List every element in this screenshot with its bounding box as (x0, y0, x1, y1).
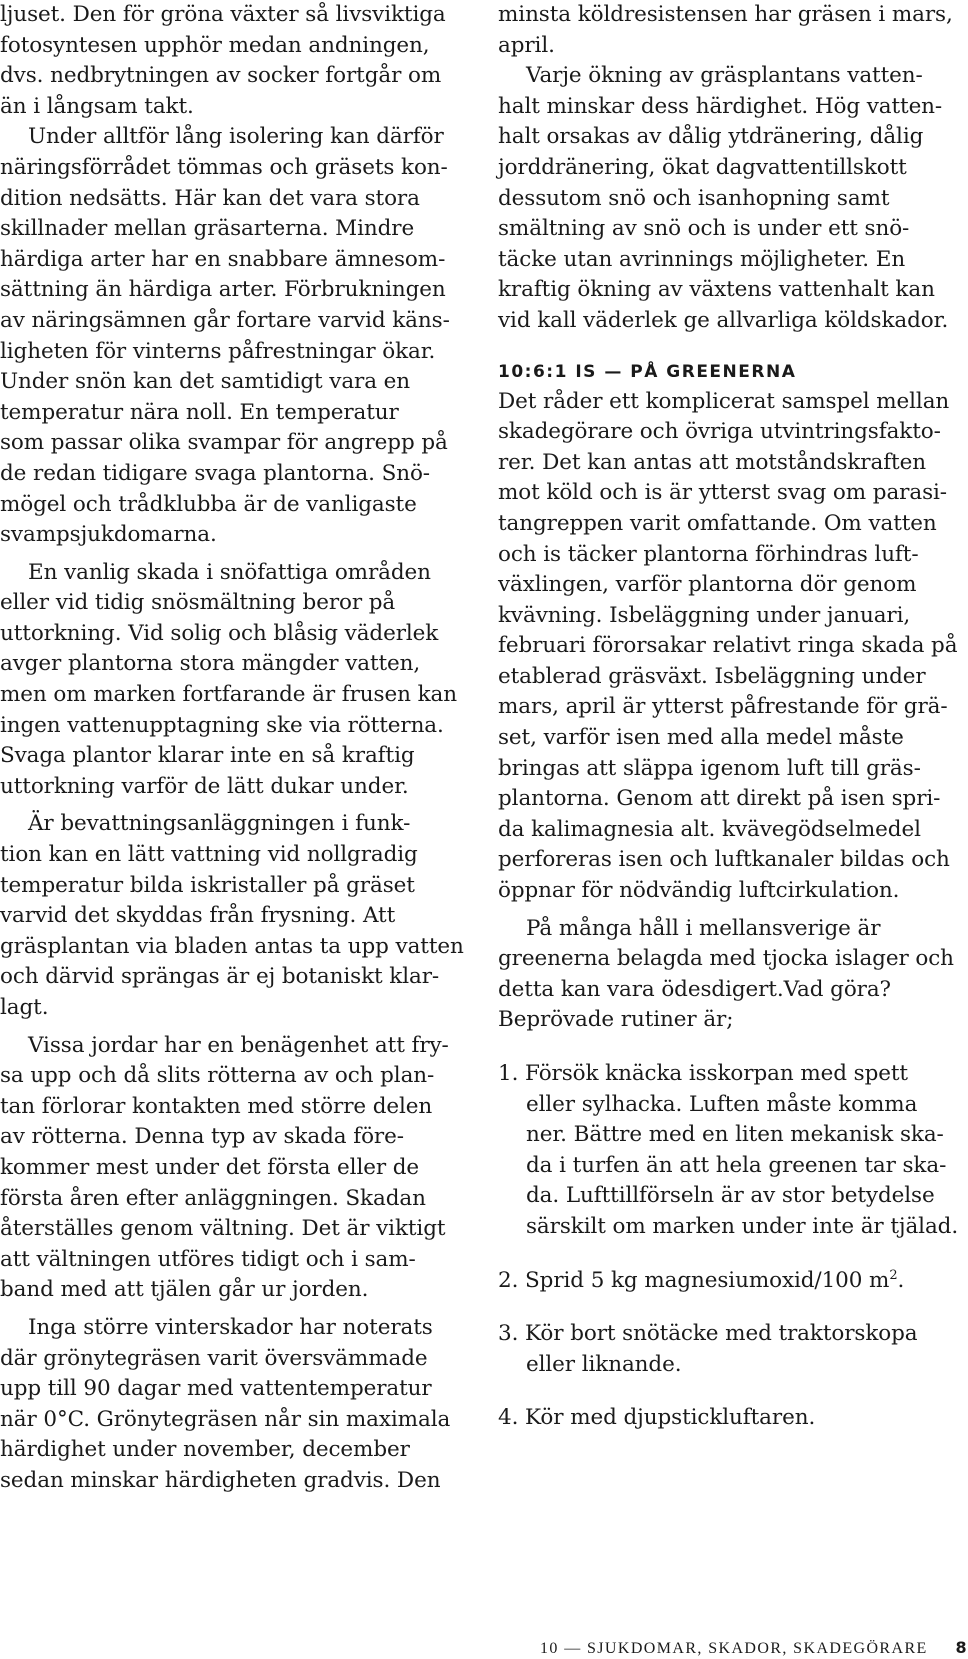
superscript: 2 (889, 1267, 898, 1283)
text-line: halt minskar dess härdighet. Hög vatten- (498, 93, 943, 119)
text-line: första åren efter anläggningen. Skadan (0, 1185, 426, 1211)
text-line: skillnader mellan gräsarterna. Mindre (0, 216, 415, 242)
numbered-list (498, 1059, 959, 1434)
text-line: Inga större vinterskador har noterats (28, 1314, 433, 1340)
text-line: härdiga arter har en snabbare ämnesom- (0, 246, 446, 272)
text-line: Vissa jordar har en benägenhet att fry- (28, 1032, 449, 1058)
text-line: kommer mest under det första eller de (0, 1154, 420, 1180)
list-item-line: eller liknande. (526, 1351, 682, 1377)
text-line: mars, april är ytterst påfrestande för grä- (498, 694, 948, 720)
text-line: och därvid sprängas är ej botaniskt klar- (0, 964, 440, 990)
text-line: när 0°C. Grönytegräsen når sin maximala (0, 1406, 451, 1432)
text-line: täcke utan avrinnings möjligheter. En (498, 246, 906, 272)
list-item-tail: . (897, 1267, 905, 1293)
list-item-line (498, 1266, 950, 1297)
text-line: da kalimagnesia alt. kvävegödselmedel (498, 816, 921, 842)
text-line: eller vid tidig snösmältning beror på (0, 590, 396, 616)
text-line: mot köld och is är ytterst svag om parasi- (498, 480, 947, 506)
text-line: härdighet under november, december (0, 1437, 410, 1463)
text-line: upp till 90 dagar med vattentemperatur (0, 1376, 432, 1402)
list-item-line: eller sylhacka. Luften måste komma (526, 1091, 918, 1117)
text-line: bringas att släppa igenom luft till gräs- (498, 755, 921, 781)
text-line: än i långsam takt. (0, 93, 194, 119)
text-line: En vanlig skada i snöfattiga områden (28, 559, 431, 585)
section-heading: 10:6:1 IS — PÅ GREENERNA (498, 361, 797, 382)
list-item-line: 4. Kör med djupstickluftaren. (498, 1405, 816, 1431)
list-item-line: da i turfen än att hela greenen tar ska- (526, 1152, 947, 1178)
text-line: återställes genom vältning. Det är viktigt (0, 1216, 446, 1242)
text-line: detta kan vara ödesdigert.Vad göra? (498, 976, 891, 1002)
text-line: de redan tidigare svaga plantorna. Snö- (0, 460, 430, 486)
text-line: kvävning. Isbeläggning under januari, (498, 602, 911, 628)
list-item-line: ner. Bättre med en liten mekanisk ska- (526, 1122, 944, 1148)
text-line: vid kall väderlek ge allvarliga köldskador. (498, 307, 949, 333)
list-item-line: särskilt om marken under inte är tjälad. (526, 1213, 959, 1239)
text-line: Under alltför lång isolering kan därför (28, 124, 444, 150)
text-line: Under snön kan det samtidigt vara en (0, 369, 411, 395)
text-line: som passar olika svampar för angrepp på (0, 430, 448, 456)
text-line: februari förorsakar relativt ringa skada på (498, 633, 958, 659)
text-line: uttorkning varför de lätt dukar under. (0, 773, 409, 799)
text-line: temperatur nära noll. En temperatur (0, 399, 399, 425)
text-line: etablerad gräsväxt. Isbeläggning under (498, 663, 926, 689)
text-line: ljuset. Den för gröna växter så livsviktiga (0, 2, 446, 27)
list-item (498, 1403, 950, 1434)
text-line: gräsplantan via bladen antas ta upp vatten (0, 933, 464, 959)
text-line: där grönytegräsen varit översvämmade (0, 1345, 428, 1371)
text-line: och is täcker plantorna förhindras luft- (498, 541, 919, 567)
text-line: Är bevattningsanläggningen i funk- (28, 811, 411, 837)
text-line: näringsförrådet tömmas och gräsets kon- (0, 154, 448, 180)
text-line: ligheten för vinterns påfrestningar ökar. (0, 338, 436, 364)
footer-section-name: 10 — SJUKDOMAR, SKADOR, SKADEGÖRARE (540, 1640, 928, 1657)
list-item (498, 1059, 959, 1243)
list-item-text: 2. Sprid 5 kg magnesiumoxid/100 m (498, 1267, 890, 1293)
list-item-line: 3. Kör bort snötäcke med traktorskopa (498, 1321, 918, 1347)
text-line: dvs. nedbrytningen av socker fortgår om (0, 63, 442, 89)
text-line: jorddränering, ökat dagvattentillskott (498, 154, 907, 180)
text-line: minsta köldresistensen har gräsen i mars, (498, 2, 953, 27)
text-line: skadegörare och övriga utvintringsfakto- (498, 419, 941, 445)
left-column (0, 0, 464, 1497)
text-line: att vältningen utföres tidigt och i sam- (0, 1246, 416, 1272)
text-line: lagt. (0, 995, 49, 1020)
text-line: Varje ökning av gräsplantans vatten- (526, 63, 923, 89)
text-line: smältning av snö och is under ett snö- (498, 216, 910, 242)
text-line: Svaga plantor klarar inte en så kraftig (0, 743, 415, 769)
text-line: uttorkning. Vid solig och blåsig väderlek (0, 620, 439, 646)
text-line: april. (498, 32, 555, 58)
text-line: sa upp och då slits rötterna av och plan- (0, 1063, 435, 1089)
text-line: plantorna. Genom att direkt på isen spri- (498, 786, 941, 812)
text-line: greenerna belagda med tjocka islager och (498, 946, 954, 972)
text-line: dition nedsätts. Här kan det vara stora (0, 185, 420, 211)
text-line: av rötterna. Denna typ av skada före- (0, 1124, 404, 1150)
text-line: av näringsämnen går fortare varvid käns- (0, 307, 450, 333)
text-line: dessutom snö och isanhopning samt (498, 185, 890, 211)
text-line: rer. Det kan antas att motståndskraften (498, 449, 926, 475)
text-line: mögel och trådklubba är de vanligaste (0, 491, 417, 517)
text-line: växlingen, varför plantorna dör genom (498, 572, 917, 598)
list-item (498, 1319, 950, 1380)
text-line: Beprövade rutiner är; (498, 1007, 734, 1033)
text-line: svampsjukdomarna. (0, 522, 217, 548)
text-line: ingen vattenupptagning ske via rötterna. (0, 712, 444, 738)
text-line: öppnar för nödvändig luftcirkulation. (498, 878, 900, 904)
text-line: band med att tjälen går ur jorden. (0, 1277, 369, 1303)
text-line: perforeras isen och luftkanaler bildas och (498, 847, 950, 873)
page-number: 8 (955, 1638, 968, 1657)
text-line: Det råder ett komplicerat samspel mellan (498, 388, 950, 414)
text-line: set, varför isen med alla medel måste (498, 725, 904, 751)
list-item-line: da. Lufttillförseln är av stor betydelse (526, 1183, 935, 1209)
page-footer (540, 1638, 968, 1658)
text-line: fotosyntesen upphör medan andningen, (0, 32, 430, 58)
text-line: tan förlorar kontakten med större delen (0, 1093, 433, 1119)
text-line: tion kan en lätt vattning vid nollgradig (0, 842, 418, 868)
list-item-line: 1. Försök knäcka isskorpan med spett (498, 1061, 908, 1086)
text-line: På många håll i mellansverige är (526, 915, 881, 941)
list-item (498, 1266, 950, 1297)
text-line: tangreppen varit omfattande. Om vatten (498, 510, 937, 536)
text-line: varvid det skyddas från frysning. Att (0, 903, 396, 929)
right-column (498, 0, 959, 1434)
text-line: avger plantorna stora mängder vatten, (0, 651, 421, 677)
text-line: sättning än härdiga arter. Förbrukningen (0, 277, 446, 303)
text-line: men om marken fortfarande är frusen kan (0, 682, 457, 708)
text-line: halt orsakas av dålig ytdränering, dålig (498, 124, 924, 150)
text-line: kraftig ökning av växtens vattenhalt kan (498, 277, 935, 303)
text-line: temperatur bilda iskristaller på gräset (0, 872, 415, 898)
text-line: sedan minskar härdigheten gradvis. Den (0, 1467, 441, 1493)
